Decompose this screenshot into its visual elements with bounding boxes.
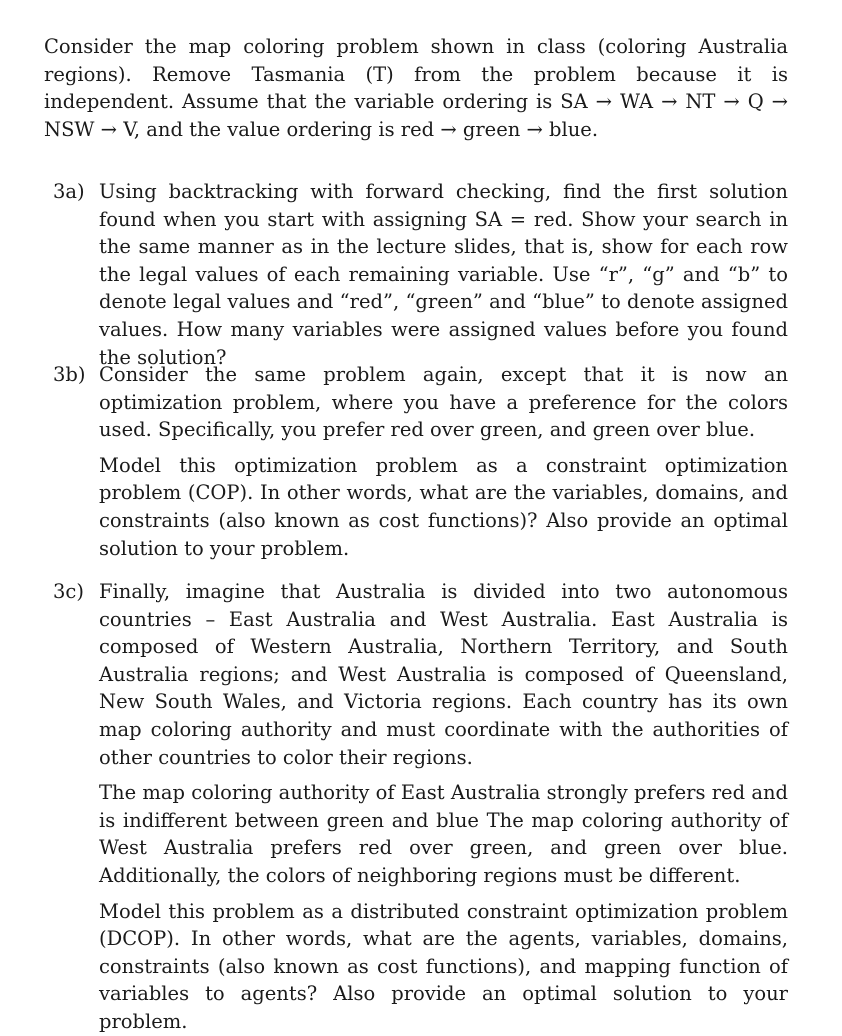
question-label: 3a)	[53, 180, 85, 203]
question-paragraph: Consider the same problem again, except that it is now an optimization problem, where you have a preference for the colors used. Specifically, you prefer red over green, and green over blue.	[99, 363, 788, 442]
question-3c	[44, 578, 788, 1036]
intro-paragraph: Consider the map coloring problem shown in class (coloring Australia regions). Remove Tasmania (T) from the problem because it is independent. Assume that the variable ordering is SA → WA → NT → Q → NSW → V, and the value ordering is red → green → blue.	[44, 35, 788, 141]
question-paragraph: Model this problem as a distributed constraint optimization problem (DCOP). In other words, what are the agents, variables, domains, constraints (also known as cost functions), and mapping function of variables to agents? Also provide an optimal solution to your problem.	[99, 899, 788, 1033]
question-paragraph: Model this optimization problem as a constraint optimization problem (COP). In other words, what are the variables, domains, and constraints (also known as cost functions)? Also provide an optimal solution to your problem.	[99, 453, 788, 560]
question-body	[99, 361, 788, 562]
question-body	[99, 578, 788, 1036]
question-paragraph: Using backtracking with forward checking, find the first solution found when you start with assigning SA = red. Show your search in the same manner as in the lecture slides, that is, show for each row the legal values of each remaining variable. Use “r”, “g” and “b” to denote legal values and “red”, “green” and “blue” to denote assigned values. How many variables were assigned values before you found the solution?	[99, 180, 788, 369]
question-3a	[44, 178, 788, 371]
question-paragraph: Finally, imagine that Australia is divided into two autonomous countries – East Australia and West Australia. East Australia is composed of Western Australia, Northern Territory, and South Australia regions; and West Australia is composed of Queensland, New South Wales, and Victoria regions. Each country has its own map coloring authority and must coordinate with the authorities of other countries to color their regions.	[99, 580, 788, 769]
question-label: 3b)	[53, 363, 86, 386]
question-label: 3c)	[53, 580, 84, 603]
question-body	[99, 178, 788, 371]
question-paragraph: The map coloring authority of East Australia strongly prefers red and is indifferent between green and blue The map coloring authority of West Australia prefers red over green, and green over blue. Additionally, the colors of neighboring regions must be different.	[99, 781, 788, 887]
question-3b	[44, 361, 788, 562]
